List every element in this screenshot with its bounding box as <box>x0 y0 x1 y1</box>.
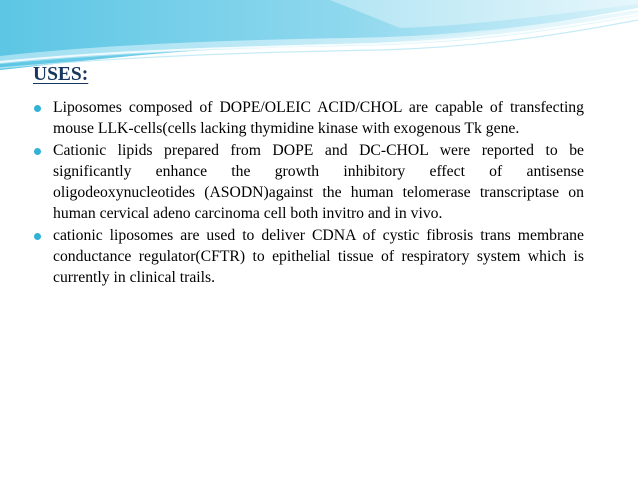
bullet-dot-icon <box>34 105 41 112</box>
bullet-dot-icon <box>34 233 41 240</box>
bullet-text: Liposomes composed of DOPE/OLEIC ACID/CHOL are capable of transfecting mouse LLK-cells(cells lacking thymidine kinase with exogenous Tk gene. <box>53 99 584 137</box>
list-item <box>33 141 584 224</box>
list-item <box>33 226 584 288</box>
bullet-text: cationic liposomes are used to deliver CDNA of cystic fibrosis trans membrane conductance regulator(CFTR) to epithelial tissue of respiratory system which is currently in clinical trails. <box>53 227 584 286</box>
bullet-list <box>33 98 584 290</box>
bullet-text: Cationic lipids prepared from DOPE and DC-CHOL were reported to be significantly enhance the growth inhibitory effect of antisense oligodeoxynucleotides (ASODN)against the human telomerase transcriptase on human cervical adeno carcinoma cell both invitro and in vivo. <box>53 142 584 222</box>
slide-title: USES: <box>33 64 89 85</box>
bullet-dot-icon <box>34 148 41 155</box>
header-wave-decoration <box>0 0 638 72</box>
list-item <box>33 98 584 139</box>
